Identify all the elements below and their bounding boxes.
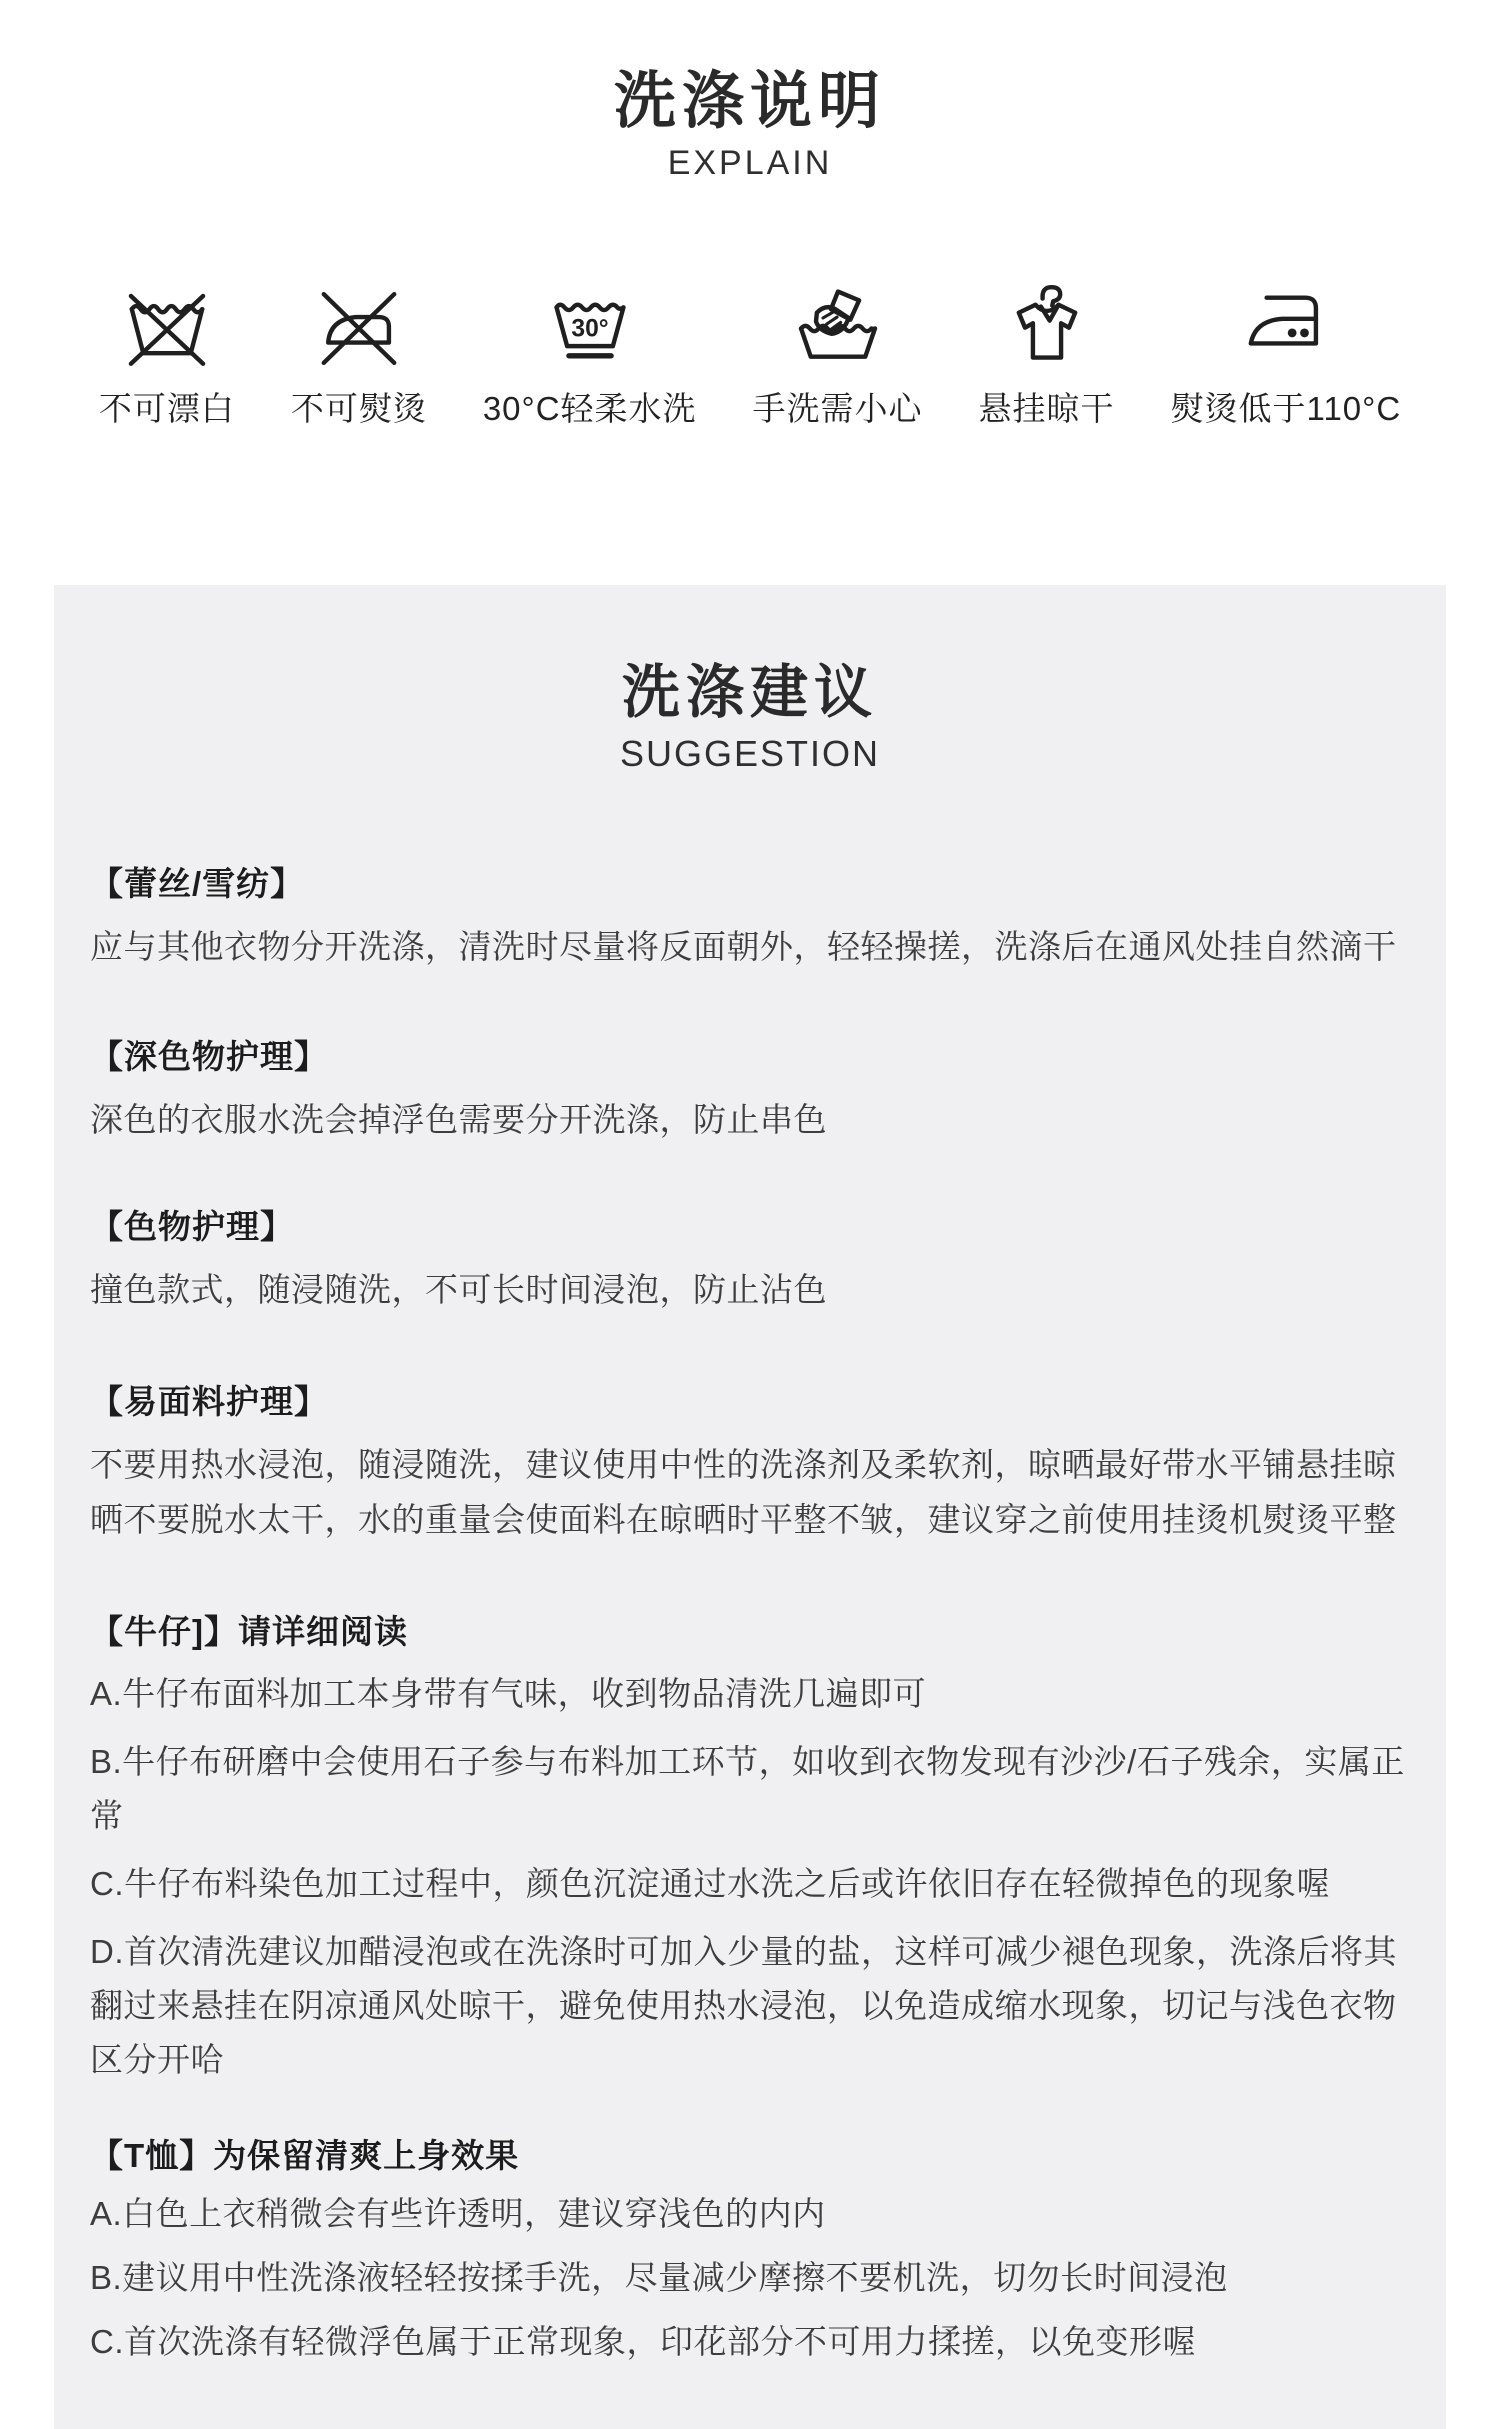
section-line: 不要用热水浸泡，随浸随洗，建议使用中性的洗涤剂及柔软剂，晾晒最好带水平铺悬挂晾晒不要脱水太干，水的重量会使面料在晾晒时平整不皱，建议穿之前使用挂烫机熨烫平整 xyxy=(90,1446,1397,1539)
care-icon-label: 不可熨烫 xyxy=(290,390,427,428)
section-line: C.牛仔布料染色加工过程中，颜色沉淀通过水洗之后或许依旧存在轻微掉色的现象喔 xyxy=(90,1865,1330,1903)
care-section-tshirt xyxy=(90,2135,1410,2369)
care-section-colored-items xyxy=(90,1206,1410,1317)
suggestion-title: 洗涤建议 xyxy=(621,660,878,726)
hand-wash-icon xyxy=(794,281,882,369)
iron-low-temp-icon xyxy=(1242,281,1330,369)
section-heading: 【深色物护理】 xyxy=(90,1038,328,1076)
care-item-hand-wash xyxy=(753,281,923,430)
section-line: A.牛仔布面料加工本身带有气味，收到物品清洗几遍即可 xyxy=(90,1675,927,1713)
no-bleach-icon xyxy=(123,281,211,369)
section-line: D.首次清洗建议加醋浸泡或在洗涤时可加入少量的盐，这样可减少褪色现象，洗涤后将其翻过来悬挂在阴凉通风处晾干，避免使用热水浸泡，以免造成缩水现象，切记与浅色衣物区分开哈 xyxy=(90,1933,1397,2079)
section-heading: 【T恤】为保留清爽上身效果 xyxy=(90,2137,520,2175)
care-section-delicate-fabric xyxy=(90,1381,1410,1547)
section-line: 撞色款式，随浸随洗，不可长时间浸泡，防止沾色 xyxy=(90,1271,827,1309)
hang-dry-icon xyxy=(1003,281,1091,369)
suggestion-panel xyxy=(54,585,1446,2429)
care-icon-label: 悬挂晾干 xyxy=(978,390,1115,428)
care-item-no-iron xyxy=(291,281,427,430)
care-item-iron-low-temp xyxy=(1171,281,1402,430)
section-heading: 【蕾丝/雪纺】 xyxy=(90,865,305,903)
svg-text:30°: 30° xyxy=(571,315,609,343)
page-title: 洗涤说明 xyxy=(613,67,886,136)
no-iron-icon xyxy=(315,281,403,369)
section-line: B.牛仔布研磨中会使用石子参与布料加工环节，如收到衣物发现有沙沙/石子残余，实属正常 xyxy=(90,1743,1405,1835)
care-icon-label: 不可漂白 xyxy=(98,390,235,428)
section-heading: 【色物护理】 xyxy=(90,1208,294,1246)
section-line: A.白色上衣稍微会有些许透明，建议穿浅色的内内 xyxy=(90,2195,826,2233)
care-section-lace-chiffon xyxy=(90,863,1410,974)
suggestion-subtitle: SUGGESTION xyxy=(619,733,881,775)
care-icon-label: 30°C轻柔水洗 xyxy=(482,390,697,428)
section-line: 应与其他衣物分开洗涤，清洗时尽量将反面朝外，轻轻操搓，洗涤后在通风处挂自然滴干 xyxy=(90,928,1397,966)
care-icon-label: 熨烫低于110°C xyxy=(1170,390,1402,428)
wash-30c-icon xyxy=(546,281,634,369)
care-item-no-bleach xyxy=(99,281,235,430)
section-line: 深色的衣服水洗会掉浮色需要分开洗涤，防止串色 xyxy=(90,1101,827,1139)
care-section-denim xyxy=(90,1611,1410,2087)
page-header xyxy=(0,0,1500,183)
care-item-hang-dry xyxy=(979,281,1115,430)
page-subtitle: EXPLAIN xyxy=(667,144,833,183)
suggestion-sections xyxy=(90,863,1410,2369)
care-section-dark-items xyxy=(90,1036,1410,1147)
section-line: B.建议用中性洗涤液轻轻按揉手洗，尽量减少摩擦不要机洗，切勿长时间浸泡 xyxy=(90,2259,1228,2297)
care-icon-label: 手洗需小心 xyxy=(752,390,923,428)
section-line: C.首次洗涤有轻微浮色属于正常现象，印花部分不可用力揉搓，以免变形喔 xyxy=(90,2323,1196,2361)
section-heading: 【牛仔]】请详细阅读 xyxy=(90,1613,408,1651)
care-icons-row xyxy=(0,281,1500,430)
care-item-wash-30c xyxy=(483,281,697,430)
section-heading: 【易面料护理】 xyxy=(90,1383,328,1421)
